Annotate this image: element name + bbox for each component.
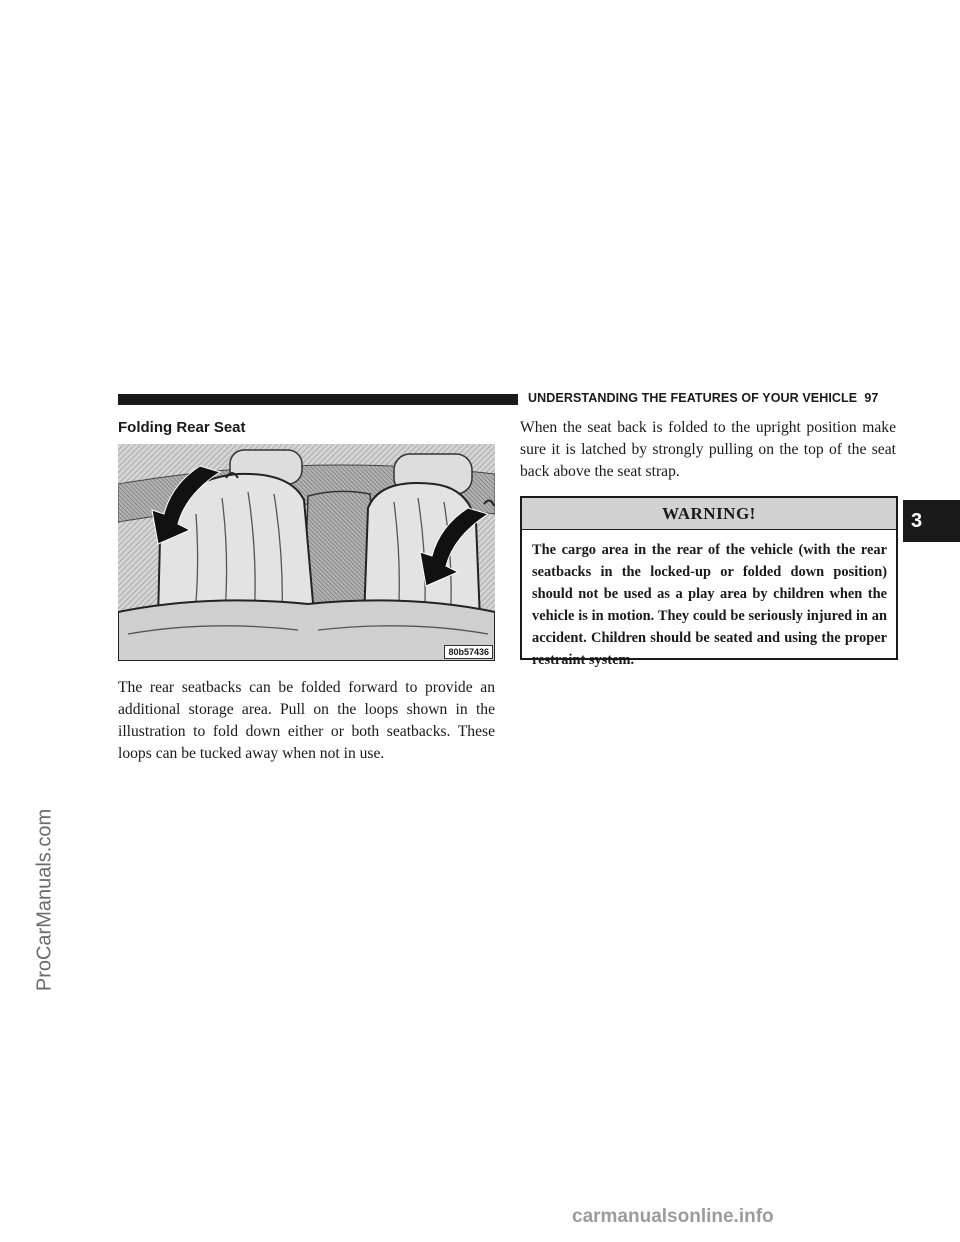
- section-title: Folding Rear Seat: [118, 419, 246, 436]
- warning-box: [520, 496, 898, 668]
- bottom-watermark: carmanualsonline.info: [572, 1206, 774, 1227]
- figure-code: 80b57436: [444, 645, 493, 659]
- rear-seat-drawing: [118, 444, 495, 661]
- warning-heading: WARNING!: [522, 498, 896, 530]
- body-paragraph-right: When the seat back is folded to the upright position make sure it is latched by strongly pulling on the top of the seat back above the seat strap.: [520, 419, 896, 480]
- side-watermark: ProCarManuals.com: [33, 808, 56, 992]
- header-rule: [118, 394, 518, 405]
- chapter-tab: 3: [903, 500, 960, 542]
- body-paragraph-left: The rear seatbacks can be folded forward to provide an additional storage area. Pull on the loops shown in the illustration to fold down either or both seatbacks. These loops can be tucked away when not in use.: [118, 679, 495, 762]
- running-header: [528, 391, 878, 405]
- rear-seat-illustration: [118, 444, 495, 661]
- warning-text: The cargo area in the rear of the vehicle (with the rear seatbacks in the locked-up or folded down position) should not be used as a play area by children when the vehicle is in motion. They could be seriously injured in an accident. Children should be seated and using the proper restraint system.: [532, 542, 887, 668]
- running-title: UNDERSTANDING THE FEATURES OF YOUR VEHICLE: [528, 391, 858, 405]
- page-number: 97: [864, 391, 879, 405]
